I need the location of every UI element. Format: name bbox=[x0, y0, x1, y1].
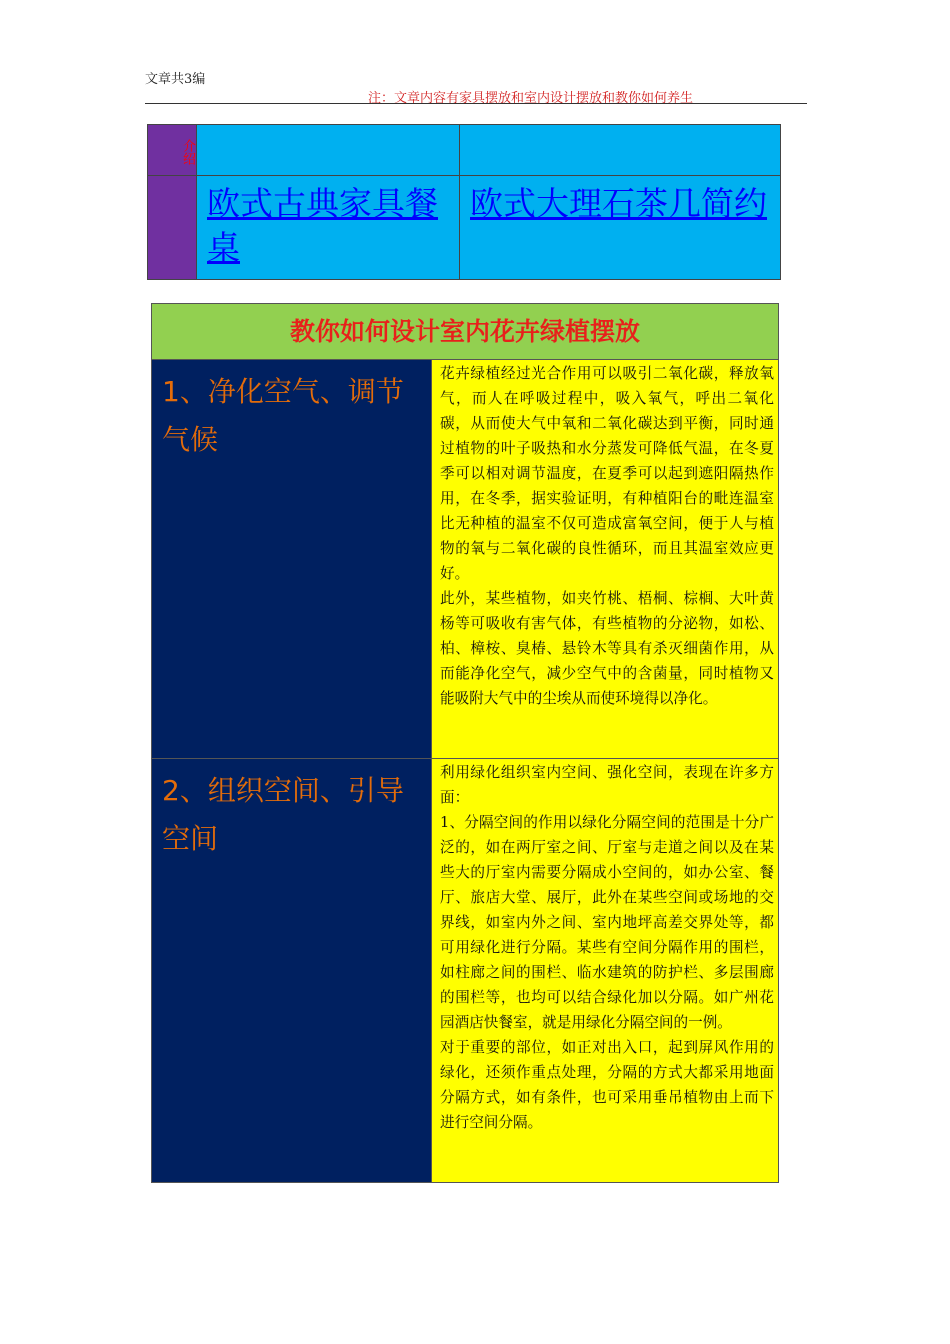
row-1-paragraph-1: 花卉绿植经过光合作用可以吸引二氧化碳，释放氧气，而人在呼吸过程中，吸入氧气，呼出二氧化碳，从而使大气中氧和二氧化碳达到平衡，同时通过植物的叶子吸热和水分蒸发可降低气温，在冬夏季可以相对调节温度，在夏季可以起到遮阳隔热作用，在冬季，据实验证明，有种植阳台的毗连温室比无种植的温室不仅可造成富氧空间，便于人与植物的氧与二氧化碳的良性循环，而且其温室效应更好。 bbox=[440, 365, 774, 582]
header-divider bbox=[145, 103, 807, 104]
plants-table bbox=[151, 303, 779, 1183]
link-marble-coffee-table[interactable]: 欧式大理石茶几简约 bbox=[459, 175, 780, 279]
row-2-paragraph-3: 对于重要的部位，如正对出入口，起到屏风作用的绿化，还须作重点处理，分隔的方式大都采用地面分隔方式，如有条件，也可采用垂吊植物由上而下进行空间分隔。 bbox=[440, 1039, 774, 1131]
intro-table bbox=[147, 124, 781, 280]
row-2-content bbox=[431, 759, 778, 1182]
intro-empty-cell-1 bbox=[196, 125, 459, 175]
intro-side-cell bbox=[148, 175, 196, 279]
row-2-paragraph-1: 利用绿化组织室内空间、强化空间，表现在许多方面： bbox=[440, 764, 774, 806]
link-european-dining-table[interactable]: 欧式古典家具餐桌 bbox=[196, 175, 459, 279]
row-1-content bbox=[431, 360, 778, 758]
row-1-paragraph-2: 此外，某些植物，如夹竹桃、梧桐、棕榈、大叶黄杨等可吸收有害气体，有些植物的分泌物，如松、柏、樟桉、臭椿、悬铃木等具有杀灭细菌作用，从而能净化空气，减少空气中的含菌量，同时植物又能吸附大气中的尘埃从而使环境得以净化。 bbox=[440, 590, 774, 707]
header-left-text: 文章共3编 bbox=[145, 72, 206, 87]
row-2-paragraph-2: 1、分隔空间的作用以绿化分隔空间的范围是十分广泛的，如在两厅室之间、厅室与走道之间以及在某些大的厅室内需要分隔成小空间的，如办公室、餐厅、旅店大堂、展厅，此外在某些空间或场地的交界线，如室内外之间、室内地坪高差交界处等，都可用绿化进行分隔。某些有空间分隔作用的围栏，如柱廊之间的围栏、临水建筑的防护栏、多层围廊的围栏等，也均可以结合绿化加以分隔。如广州花园酒店快餐室，就是用绿化分隔空间的一例。 bbox=[440, 814, 774, 1031]
row-1-heading: 1、净化空气、调节气候 bbox=[152, 360, 431, 758]
table-title: 教你如何设计室内花卉绿植摆放 bbox=[152, 304, 778, 360]
intro-label: 介绍 bbox=[148, 125, 196, 175]
header-note-text: 注：文章内容有家具摆放和室内设计摆放和教你如何养生 bbox=[368, 91, 694, 106]
row-2-heading: 2、组织空间、引导空间 bbox=[152, 759, 431, 1182]
intro-empty-cell-2 bbox=[459, 125, 780, 175]
